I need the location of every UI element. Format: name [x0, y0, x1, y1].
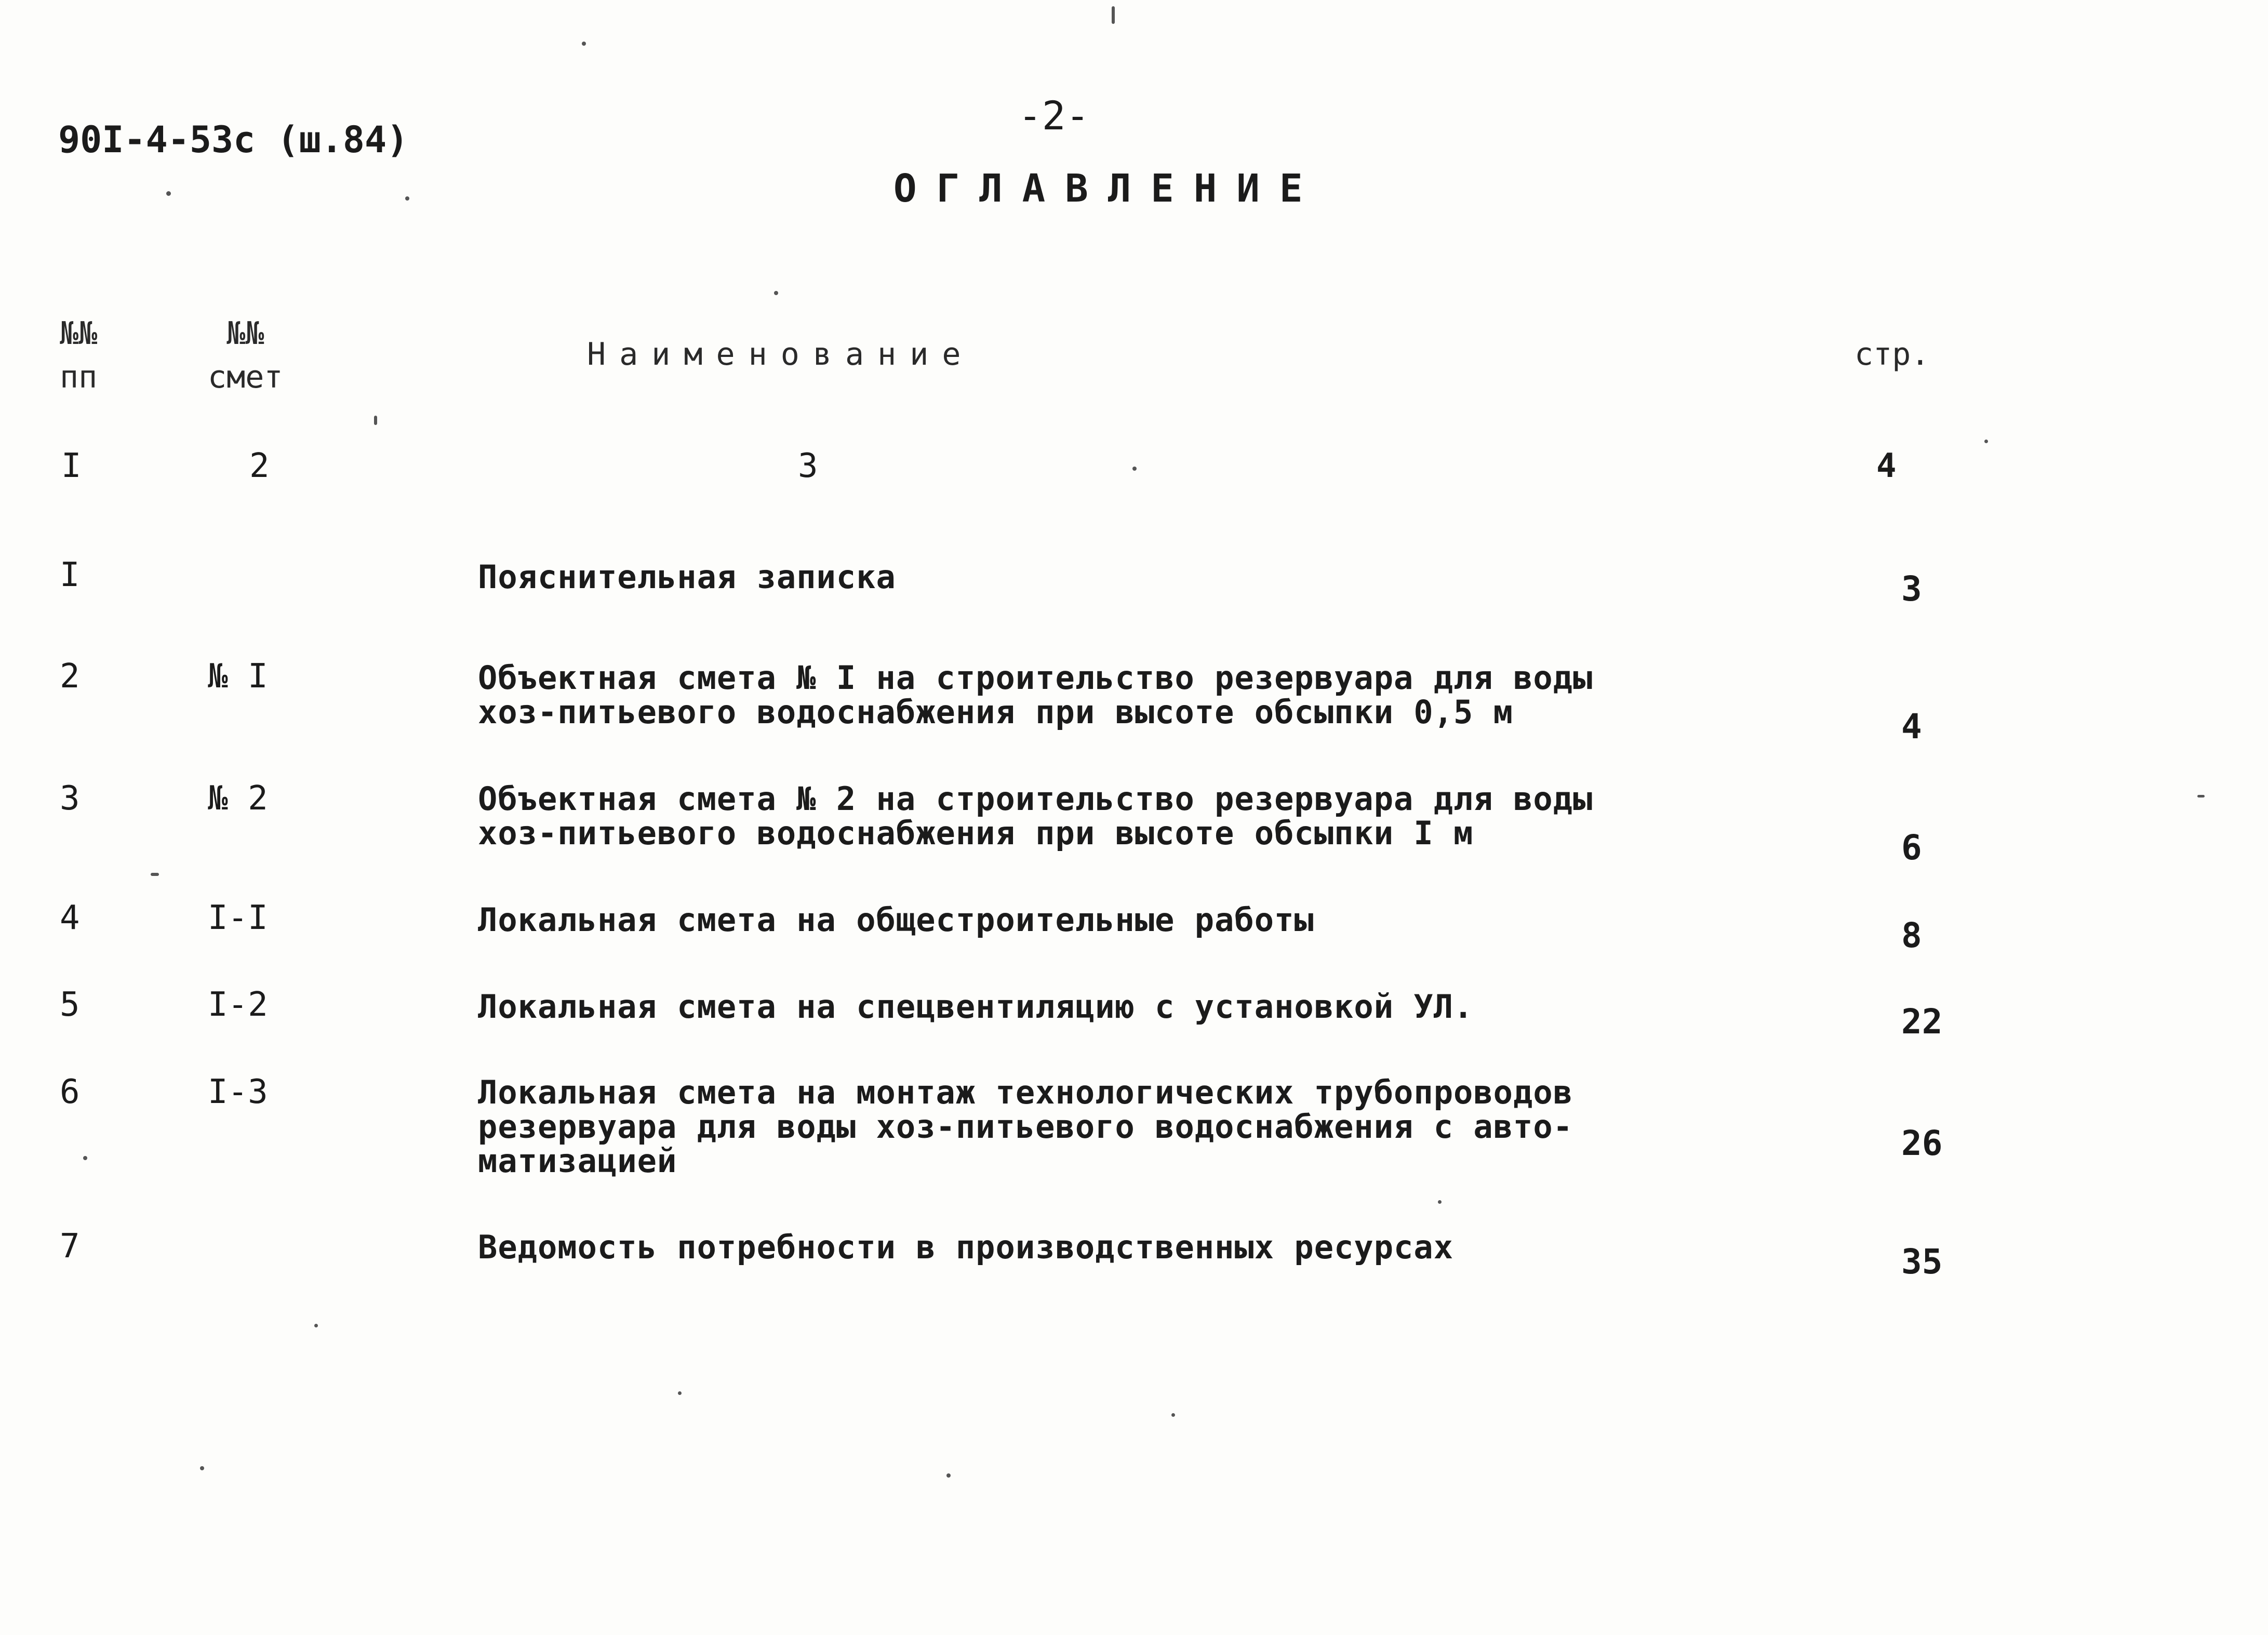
column-header-pp-line1: №№ — [60, 315, 98, 352]
column-number-1: I — [61, 447, 82, 485]
row-4-name-line-1: Локальная смета на общестроительные работы — [478, 901, 1314, 939]
row-3-name — [478, 782, 1593, 850]
column-header-name: Наименование — [587, 336, 975, 373]
row-7-name — [478, 1230, 1453, 1265]
row-1-number: I — [60, 556, 80, 594]
row-6-name — [478, 1075, 1573, 1178]
row-5-smeta: I-2 — [208, 986, 268, 1024]
row-2-name — [478, 661, 1593, 729]
column-header-page: стр. — [1855, 336, 1930, 373]
row-5-page: 22 — [1901, 1002, 1943, 1042]
row-4-page: 8 — [1901, 915, 1922, 955]
row-7-name-line-1: Ведомость потребности в производственных ресурсах — [478, 1228, 1454, 1266]
row-6-name-line-2: резервуара для воды хоз-питьевого водоснабжения с авто- — [478, 1108, 1573, 1146]
row-5-name-line-1: Локальная смета на спецвентиляцию с установкой УЛ. — [478, 988, 1474, 1026]
scan-speck — [946, 1473, 951, 1478]
column-header-pp — [60, 312, 97, 399]
column-header-pp-line2: пп — [60, 359, 98, 395]
row-2-number: 2 — [60, 657, 80, 696]
row-2-name-line-1: Объектная смета № I на строительство резервуара для воды — [478, 659, 1593, 697]
column-number-2: 2 — [249, 447, 270, 485]
document-code: 90I-4-53с (ш.84) — [58, 118, 409, 161]
row-7-number: 7 — [60, 1227, 80, 1266]
scan-speck — [2197, 795, 2205, 797]
scan-speck — [1171, 1413, 1175, 1417]
row-2-name-line-2: хоз-питьевого водоснабжения при высоте обсыпки 0,5 м — [478, 693, 1514, 731]
row-1-page: 3 — [1901, 569, 1922, 609]
row-4-name — [478, 903, 1314, 937]
row-4-smeta: I-I — [208, 899, 268, 937]
row-6-name-line-3: матизацией — [478, 1142, 677, 1180]
row-5-name — [478, 990, 1473, 1024]
row-3-smeta: № 2 — [208, 779, 268, 818]
scan-speck — [405, 196, 409, 201]
row-6-number: 6 — [60, 1073, 80, 1111]
scan-speck — [774, 291, 778, 295]
row-7-page: 35 — [1901, 1242, 1943, 1282]
row-3-name-line-2: хоз-питьевого водоснабжения при высоте обсыпки I м — [478, 814, 1474, 852]
row-1-name-line-1: Пояснительная записка — [478, 558, 896, 596]
column-header-smet-line1: №№ — [226, 315, 264, 352]
row-3-name-line-1: Объектная смета № 2 на строительство резервуара для воды — [478, 780, 1593, 818]
row-3-page: 6 — [1901, 828, 1922, 868]
scan-speck — [200, 1466, 204, 1470]
scan-speck — [1112, 6, 1115, 24]
scan-speck — [314, 1324, 318, 1327]
row-6-page: 26 — [1901, 1123, 1943, 1163]
scan-speck — [1438, 1200, 1442, 1204]
column-header-smet-line2: смет — [208, 359, 283, 395]
page-number: -2- — [1018, 92, 1090, 139]
scan-speck — [166, 191, 171, 196]
scan-speck — [582, 42, 586, 46]
scan-speck — [678, 1391, 682, 1395]
row-6-smeta: I-3 — [208, 1073, 268, 1111]
scan-speck — [374, 416, 377, 425]
scan-speck — [151, 873, 159, 876]
column-number-4: 4 — [1876, 447, 1897, 485]
scan-speck — [1984, 440, 1988, 443]
row-2-page: 4 — [1901, 707, 1922, 747]
row-2-smeta: № I — [208, 657, 268, 696]
column-number-3: 3 — [798, 447, 818, 485]
row-5-number: 5 — [60, 986, 80, 1024]
row-3-number: 3 — [60, 779, 80, 818]
column-header-smet — [208, 312, 283, 399]
row-4-number: 4 — [60, 899, 80, 937]
scan-speck — [1132, 467, 1137, 471]
scan-speck — [83, 1156, 87, 1160]
page-title: ОГЛАВЛЕНИЕ — [893, 166, 1323, 211]
row-1-name — [478, 560, 896, 594]
row-6-name-line-1: Локальная смета на монтаж технологических трубопроводов — [478, 1073, 1573, 1111]
